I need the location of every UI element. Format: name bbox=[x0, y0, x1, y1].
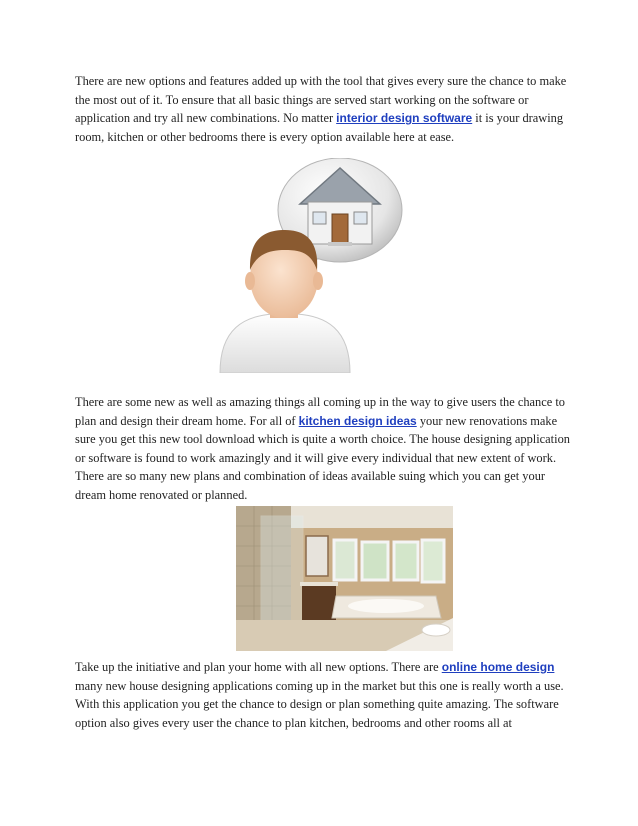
paragraph-1 bbox=[75, 72, 571, 146]
person-thinking-of-house-icon bbox=[205, 158, 415, 373]
paragraph-2-text-a: There are some new as well as amazing things all coming up in the way to give users the chance to plan and design their dream home. For all of bbox=[75, 395, 565, 428]
paragraph-1-text-a: There are new options and features added up with the tool that gives every sure the chance to make the most out of it. To ensure that all basic things are served start working on the software or application and try all new combinations. No matter bbox=[75, 74, 567, 126]
paragraph-3-text-b: many new house designing applications coming up in the market but this one is really worth a use. With this application you get the chance to design or plan something quite amazing. The software option also gives every user the chance to plan kitchen, bedrooms and other rooms all at bbox=[75, 678, 564, 730]
kitchen-design-ideas-link[interactable]: kitchen design ideas bbox=[298, 413, 417, 428]
interior-design-software-link[interactable]: interior design software bbox=[336, 111, 473, 126]
bathroom-interior-photo bbox=[236, 506, 453, 651]
paragraph-1-text-b: it is your drawing room, kitchen or other bedrooms there is every option available here at ease. bbox=[75, 111, 564, 144]
paragraph-2 bbox=[75, 393, 571, 505]
paragraph-2-text-b: your new renovations make sure you get this new tool download which is quite a worth choice. The house designing application or software is found to work amazingly and it will give every individual that new extent of work. There are so many new plans and combination of ideas available suing which you can get your dream home renovated or planned. bbox=[75, 413, 570, 502]
paragraph-3 bbox=[75, 658, 571, 732]
online-home-design-link[interactable]: online home design bbox=[441, 660, 555, 674]
paragraph-3-text-a: Take up the initiative and plan your home with all new options. There are bbox=[75, 660, 442, 674]
